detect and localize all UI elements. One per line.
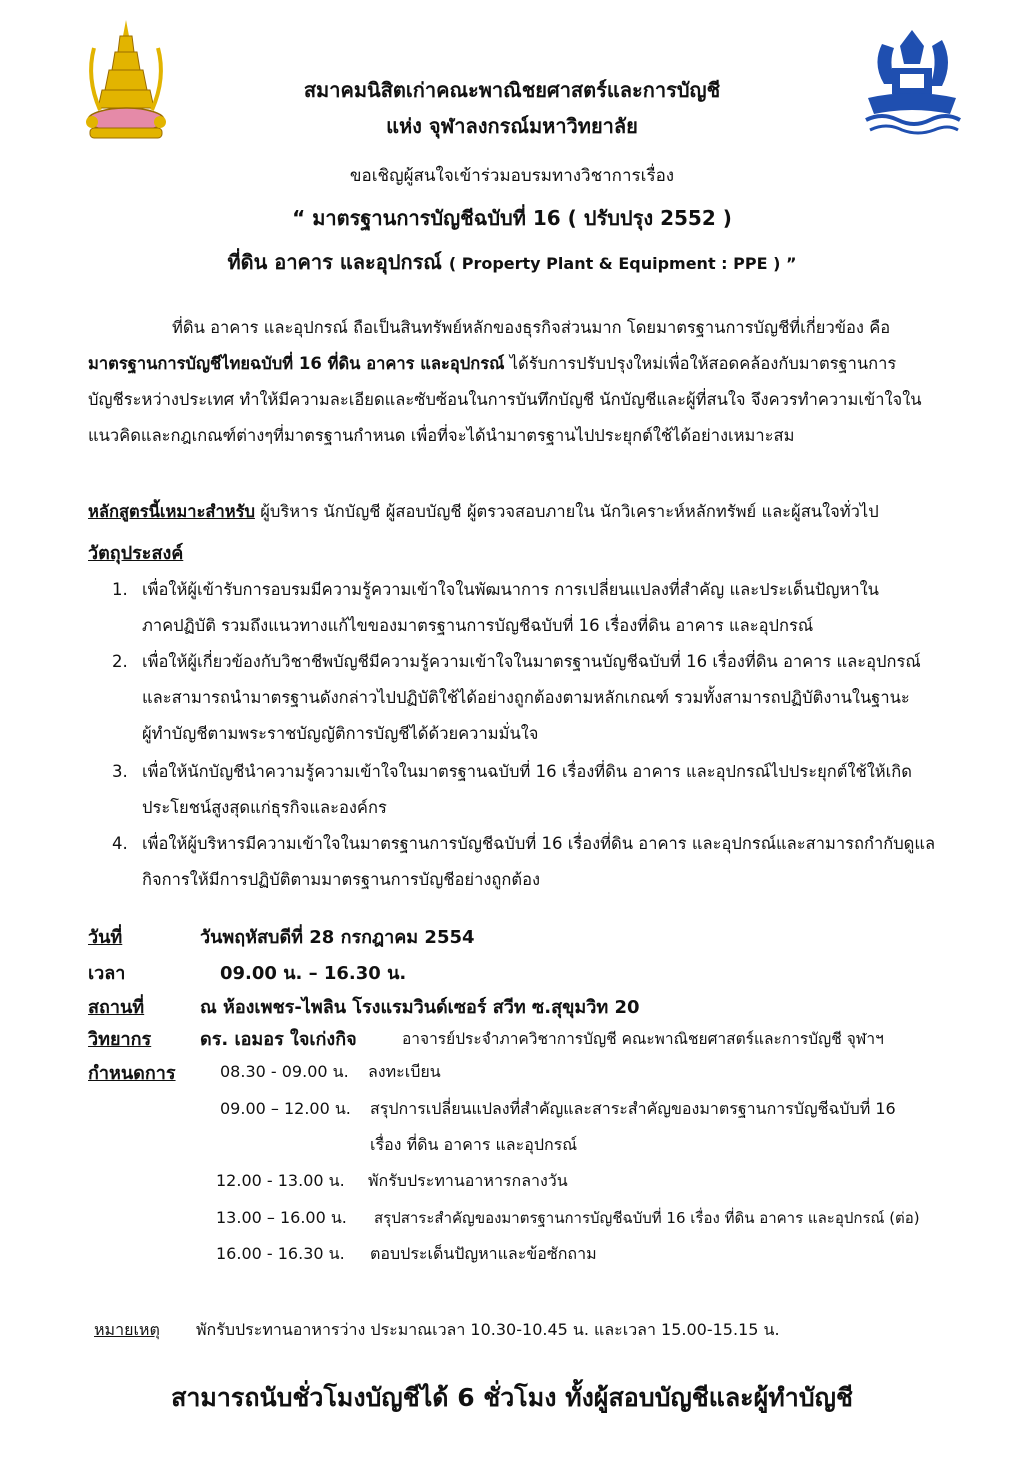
date-label: วันที่ [88, 927, 123, 948]
venue-label: สถานที่ [88, 997, 145, 1018]
schedule-activity-cont: เรื่อง ที่ดิน อาคาร และอุปกรณ์ [370, 1135, 578, 1154]
objective-number: 4. [112, 834, 128, 853]
objective-line: เพื่อให้ผู้บริหารมีความเข้าใจในมาตรฐานการบัญชีฉบับที่ 16 เรื่องที่ดิน อาคาร และอุปกรณ์และสามารถกำกับดูแล [142, 834, 936, 853]
invitation-text: ขอเชิญผู้สนใจเข้าร่วมอบรมทางวิชาการเรื่อง [349, 166, 675, 186]
objective-line: และสามารถนำมาตรฐานดังกล่าวไปปฏิบัติใช้ได้อย่างถูกต้องตามหลักเกณฑ์ รวมทั้งสามารถปฏิบัติงานในฐานะ [142, 688, 910, 707]
intro-line-1: ที่ดิน อาคาร และอุปกรณ์ ถือเป็นสินทรัพย์หลักของธุรกิจส่วนมาก โดยมาตรฐานการบัญชีที่เกี่ยวข้อง คือ [172, 318, 891, 337]
intro-line-2 [88, 346, 968, 382]
objective-line: ผู้ทำบัญชีตามพระราชบัญญัติการบัญชีได้ด้วยความมั่นใจ [142, 724, 539, 743]
objective-number: 3. [112, 762, 128, 781]
schedule-activity: สรุปการเปลี่ยนแปลงที่สำคัญและสาระสำคัญของมาตรฐานการบัญชีฉบับที่ 16 [370, 1099, 896, 1118]
intro-line-3: บัญชีระหว่างประเทศ ทำให้มีความละเอียดและซับซ้อนในการบันทึกบัญชี นักบัญชีและผู้ที่สนใจ จึงควรทำความเข้าใจใน [88, 390, 922, 409]
schedule-activity: สรุปสาระสำคัญของมาตรฐานการบัญชีฉบับที่ 16 เรื่อง ที่ดิน อาคาร และอุปกรณ์ (ต่อ) [374, 1209, 920, 1227]
schedule-activity: ตอบประเด็นปัญหาและข้อซักถาม [370, 1244, 597, 1263]
objective-line: เพื่อให้นักบัญชีนำความรู้ความเข้าใจในมาตรฐานฉบับที่ 16 เรื่องที่ดิน อาคาร และอุปกรณ์ไปประยุกต์ใช้ให้เกิด [142, 762, 913, 781]
schedule-activity: พักรับประทานอาหารกลางวัน [368, 1171, 568, 1190]
objective-line: ภาคปฏิบัติ รวมถึงแนวทางแก้ไขของมาตรฐานการบัญชีฉบับที่ 16 เรื่องที่ดิน อาคาร และอุปกรณ์ [142, 616, 814, 635]
audience-text: ผู้บริหาร นักบัญชี ผู้สอบบัญชี ผู้ตรวจสอบภายใน นักวิเคราะห์หลักทรัพย์ และผู้สนใจทั่วไป [260, 502, 879, 521]
objective-number: 2. [112, 652, 128, 671]
objective-line: เพื่อให้ผู้เข้ารับการอบรมมีความรู้ความเข้าใจในพัฒนาการ การเปลี่ยนแปลงที่สำคัญ และประเด็นปัญหาใน [142, 580, 879, 599]
venue-value: ณ ห้องเพชร-ไพลิน โรงแรมวินด์เซอร์ สวีท ซ.สุขุมวิท 20 [200, 997, 640, 1018]
speaker-name: ดร. เอมอร ใจเก่งกิจ [200, 1029, 357, 1050]
intro-line-2-rest: ได้รับการปรับปรุงใหม่เพื่อให้สอดคล้องกับมาตรฐานการ [509, 354, 897, 373]
audience-row [88, 494, 968, 530]
course-title-english: ( Property Plant & Equipment : PPE ) ” [448, 254, 797, 273]
intro-standard-name: มาตรฐานการบัญชีไทยฉบับที่ 16 ที่ดิน อาคาร และอุปกรณ์ [88, 354, 505, 373]
schedule-time: 08.30 - 09.00 น. [220, 1062, 349, 1081]
schedule-time: 16.00 - 16.30 น. [216, 1244, 345, 1263]
intro-line-4: แนวคิดและกฎเกณฑ์ต่างๆที่มาตรฐานกำหนด เพื่อที่จะได้นำมาตรฐานไปประยุกต์ใช้ได้อย่างเหมาะสม [88, 426, 795, 445]
schedule-time: 12.00 - 13.00 น. [216, 1171, 345, 1190]
note-label: หมายเหตุ [94, 1320, 160, 1339]
objective-number: 1. [112, 580, 128, 599]
objective-line: ประโยชน์สูงสุดแก่ธุรกิจและองค์กร [142, 798, 387, 817]
objective-line: เพื่อให้ผู้เกี่ยวข้องกับวิชาชีพบัญชีมีความรู้ความเข้าใจในมาตรฐานบัญชีฉบับที่ 16 เรื่องที่ดิน อาคาร และอุปกรณ์ [142, 652, 921, 671]
schedule-label: กำหนดการ [88, 1063, 176, 1084]
schedule-activity: ลงทะเบียน [368, 1062, 441, 1081]
course-title-line2 [0, 246, 1024, 278]
course-title-line1: “ มาตรฐานการบัญชีฉบับที่ 16 ( ปรับปรุง 2552 ) [292, 206, 732, 230]
audience-label: หลักสูตรนี้เหมาะสำหรับ [88, 502, 255, 521]
date-value: วันพฤหัสบดีที่ 28 กรกฎาคม 2554 [200, 927, 475, 948]
speaker-title: อาจารย์ประจำภาควิชาการบัญชี คณะพาณิชยศาสตร์และการบัญชี จุฬาฯ [402, 1030, 884, 1048]
objective-line: กิจการให้มีการปฏิบัติตามมาตรฐานการบัญชีอย่างถูกต้อง [142, 870, 541, 889]
schedule-time: 13.00 – 16.00 น. [216, 1208, 347, 1227]
note-text: พักรับประทานอาหารว่าง ประมาณเวลา 10.30-10.45 น. และเวลา 15.00-15.15 น. [196, 1320, 780, 1339]
time-value: 09.00 น. – 16.30 น. [220, 963, 407, 984]
course-title-thai: ที่ดิน อาคาร และอุปกรณ์ [227, 250, 442, 274]
objectives-label: วัตถุประสงค์ [88, 543, 184, 564]
speaker-label: วิทยากร [88, 1029, 152, 1050]
association-name-line1: สมาคมนิสิตเก่าคณะพาณิชยศาสตร์และการบัญชี [303, 78, 721, 102]
schedule-time: 09.00 – 12.00 น. [220, 1099, 351, 1118]
association-name-line2: แห่ง จุฬาลงกรณ์มหาวิทยาลัย [386, 114, 638, 138]
time-label: เวลา [88, 963, 126, 984]
cpd-hours-statement: สามารถนับชั่วโมงบัญชีได้ 6 ชั่วโมง ทั้งผู้สอบบัญชีและผู้ทำบัญชี [171, 1383, 853, 1412]
